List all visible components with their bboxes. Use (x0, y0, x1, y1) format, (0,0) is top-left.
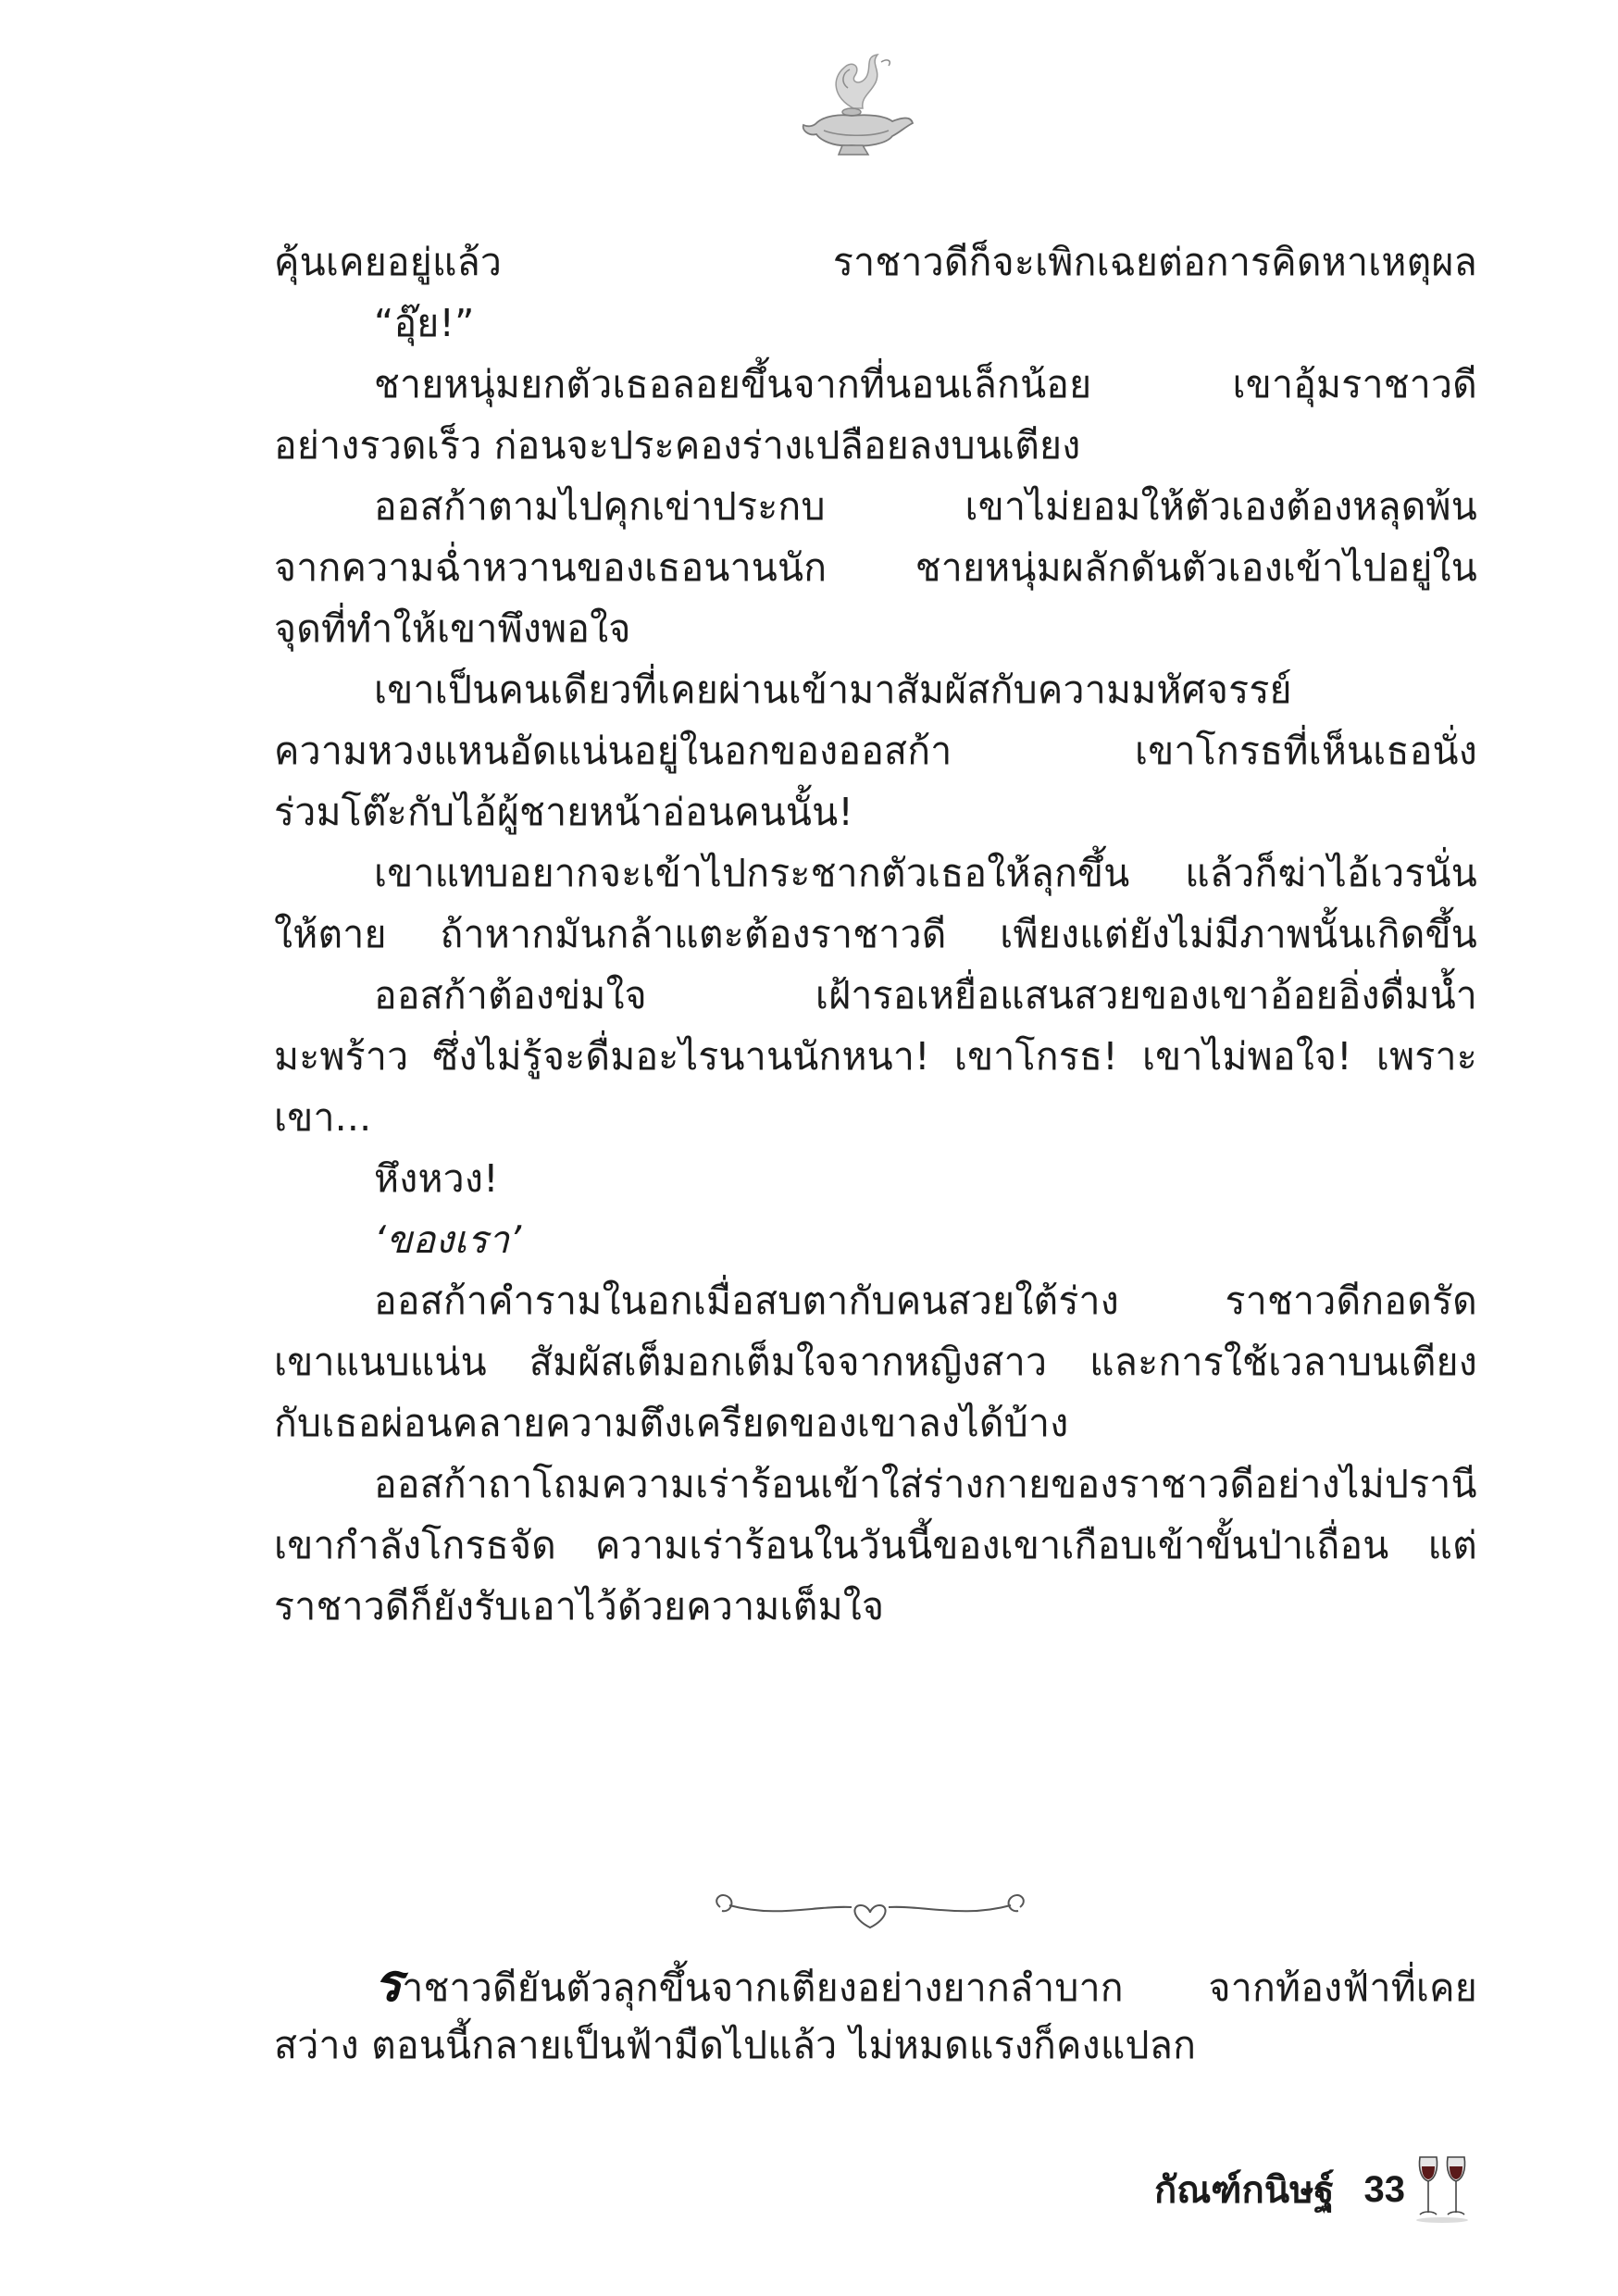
text-line: ออสก้าคำรามในอกเมื่อสบตากับคนสวยใต้ร่าง ราชาวดีกอดรัด (374, 1279, 1477, 1323)
text-line: ออสก้าตามไปคุกเข่าประกบ เขาไม่ยอมให้ตัวเองต้องหลุดพ้น (374, 484, 1477, 529)
text-line: “อุ๊ย!” (374, 301, 475, 345)
text-line: เขากำลังโกรธจัด ความเร่าร้อนในวันนี้ของเขาเกือบเข้าขั้นป่าเถื่อน แต่ (274, 1523, 1477, 1567)
text-line: ราชาวดีก็ยังรับเอาไว้ด้วยความเต็มใจ (274, 1584, 885, 1628)
text-line-rest: าชาวดียันตัวลุกขึ้นจากเตียงอย่างยากลำบาก จากท้องฟ้าที่เคย (402, 1965, 1477, 2010)
text-line: จากความฉ่ำหวานของเธอนานนัก ชายหนุ่มผลักดันตัวเองเข้าไปอยู่ใน (274, 545, 1477, 590)
text-line: ความหวงแหนอัดแน่นอยู่ในอกของออสก้า เขาโกรธที่เห็นเธอนั่ง (274, 729, 1477, 773)
text-line: ให้ตาย ถ้าหากมันกล้าแตะต้องราชาวดี เพียงแต่ยังไม่มีภาพนั้นเกิดขึ้น (274, 912, 1477, 956)
body-text (274, 231, 1477, 1637)
text-line: คุ้นเคยอยู่แล้ว ราชาวดีก็จะเพิกเฉยต่อการคิดหาเหตุผล (274, 240, 1477, 284)
text-line: อย่างรวดเร็ว ก่อนจะประคองร่างเปลือยลงบนเตียง (274, 423, 1081, 468)
text-line: จุดที่ทำให้เขาพึงพอใจ (274, 606, 631, 651)
scene-two-text (274, 1953, 1477, 2076)
text-line: ‘ของเรา’ (374, 1217, 522, 1262)
swirl-heart-divider-icon (703, 1887, 1037, 1933)
text-line (274, 1953, 1477, 2015)
text-line: กับเธอผ่อนคลายความตึงเครียดของเขาลงได้บ้าง (274, 1401, 1069, 1445)
dropcap: ร (374, 1953, 403, 2014)
wine-glasses-icon (1414, 2153, 1472, 2226)
text-line: เขาแนบแน่น สัมผัสเต็มอกเต็มใจจากหญิงสาว และการใช้เวลาบนเตียง (274, 1340, 1477, 1384)
text-line: ร่วมโต๊ะกับไอ้ผู้ชายหน้าอ่อนคนนั้น! (274, 790, 854, 834)
author-name: กัณฑ์กนิษฐ์ (1153, 2169, 1335, 2212)
text-line: มะพร้าว ซึ่งไม่รู้จะดื่มอะไรนานนักหนา! เขาโกรธ! เขาไม่พอใจ! เพราะ (274, 1034, 1477, 1079)
page-footer (1083, 2148, 1472, 2231)
page-number: 33 (1363, 2168, 1405, 2210)
text-line: สว่าง ตอนนี้กลายเป็นฟ้ามืดไปแล้ว ไม่หมดแรงก็คงแปลก (274, 2023, 1197, 2067)
text-line: หึงหวง! (374, 1156, 499, 1201)
text-line: ชายหนุ่มยกตัวเธอลอยขึ้นจากที่นอนเล็กน้อย เขาอุ้มราชาวดี (374, 362, 1477, 406)
text-line: ออสก้าต้องข่มใจ เฝ้ารอเหยื่อแสนสวยของเขาอ้อยอิ่งดื่มน้ำ (374, 973, 1477, 1017)
text-line: เขา... (274, 1095, 372, 1140)
text-line: เขาแทบอยากจะเข้าไปกระชากตัวเธอให้ลุกขึ้น แล้วก็ฆ่าไอ้เวรนั่น (374, 851, 1477, 895)
text-line: เขาเป็นคนเดียวที่เคยผ่านเข้ามาสัมผัสกับความมหัศจรรย์ (374, 668, 1292, 712)
text-line: ออสก้าถาโถมความเร่าร้อนเข้าใส่ร่างกายของราชาวดีอย่างไม่ปรานี (374, 1462, 1477, 1506)
genie-lamp-icon (796, 51, 916, 162)
